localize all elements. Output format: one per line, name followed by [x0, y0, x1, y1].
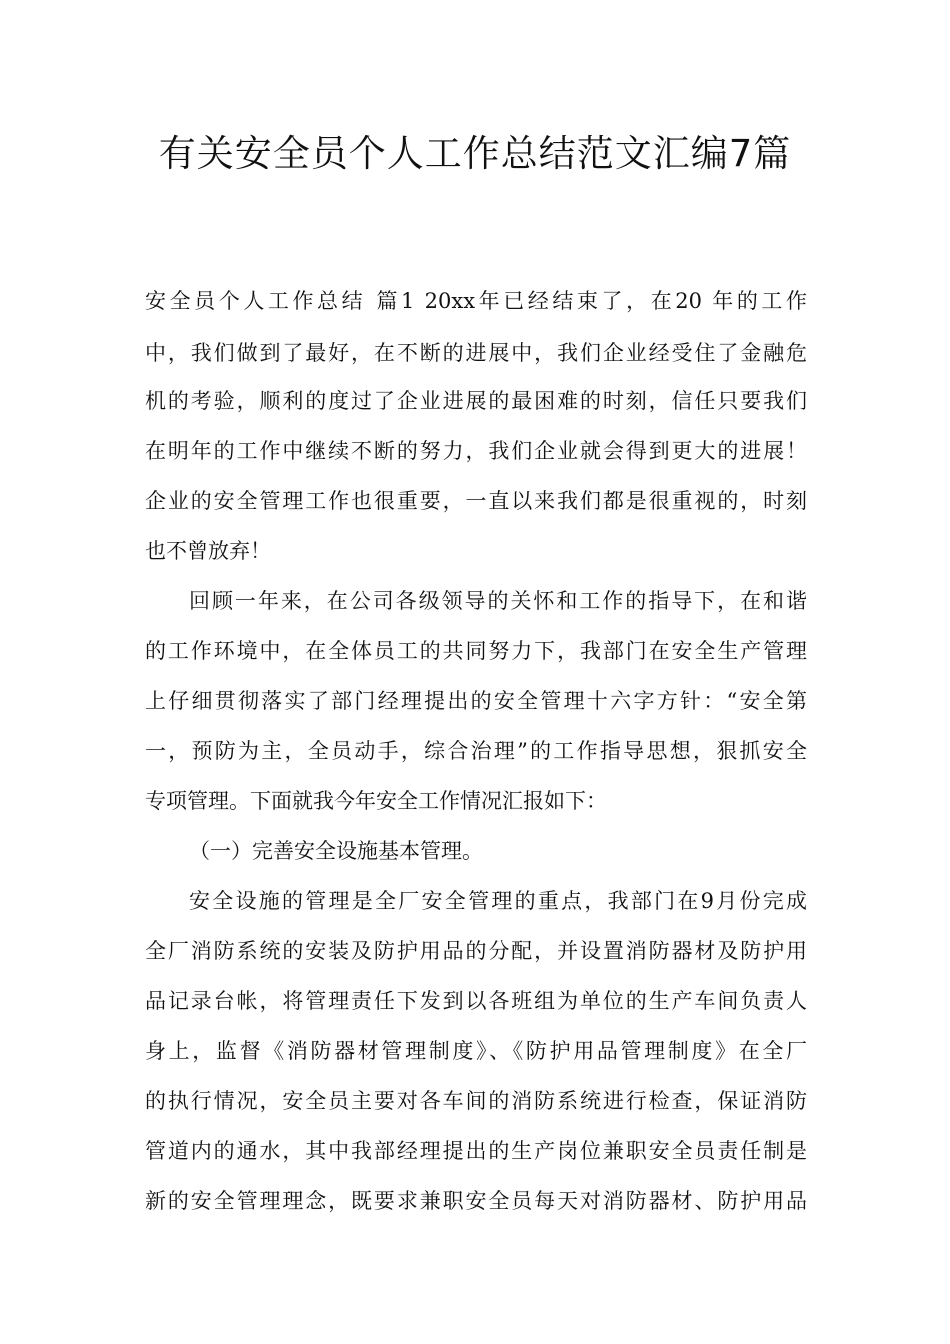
- body-line: 专项管理。下面就我今年安全工作情况汇报如下：: [145, 789, 607, 813]
- body-line: 上仔细贯彻落实了部门经理提出的安全管理十六字方针：“安全第: [145, 689, 807, 713]
- section-heading: （一）完善安全设施基本管理。: [189, 839, 483, 863]
- body-line: 安全设施的管理是全厂安全管理的重点，我部门在9月份完成: [189, 889, 807, 913]
- body-line: 企业的安全管理工作也很重要，一直以来我们都是很重视的，时刻: [145, 489, 807, 513]
- body-line: 全厂消防系统的安装及防护用品的分配，并设置消防器材及防护用: [145, 939, 807, 963]
- body-line: 机的考验，顺利的度过了企业进展的最困难的时刻，信任只要我们: [145, 389, 807, 413]
- body-line: 回顾一年来，在公司各级领导的关怀和工作的指导下，在和谐: [189, 589, 807, 613]
- body-line: 的执行情况，安全员主要对各车间的消防系统进行检查，保证消防: [145, 1089, 807, 1113]
- body-line: 的工作环境中，在全体员工的共同努力下，我部门在安全生产管理: [145, 639, 807, 663]
- document-title: 有关安全员个人工作总结范文汇编7篇: [158, 132, 792, 175]
- body-line: 新的安全管理理念，既要求兼职安全员每天对消防器材、防护用品: [145, 1189, 807, 1213]
- body-line: 品记录台帐，将管理责任下发到以各班组为单位的生产车间负责人: [145, 989, 807, 1013]
- body-line: 安全员个人工作总结 篇1 20xx年已经结束了，在20 年的工作: [145, 289, 807, 313]
- body-line: 管道内的通水，其中我部经理提出的生产岗位兼职安全员责任制是: [145, 1139, 807, 1163]
- body-line: 身上，监督《消防器材管理制度》、《防护用品管理制度》在全厂: [145, 1039, 807, 1063]
- body-line: 在明年的工作中继续不断的努力，我们企业就会得到更大的进展！: [145, 439, 807, 463]
- body-line: 一，预防为主，全员动手，综合治理”的工作指导思想，狠抓安全: [145, 739, 807, 763]
- body-line: 也不曾放弃！: [145, 539, 271, 563]
- body-line: 中，我们做到了最好，在不断的进展中，我们企业经受住了金融危: [145, 341, 807, 365]
